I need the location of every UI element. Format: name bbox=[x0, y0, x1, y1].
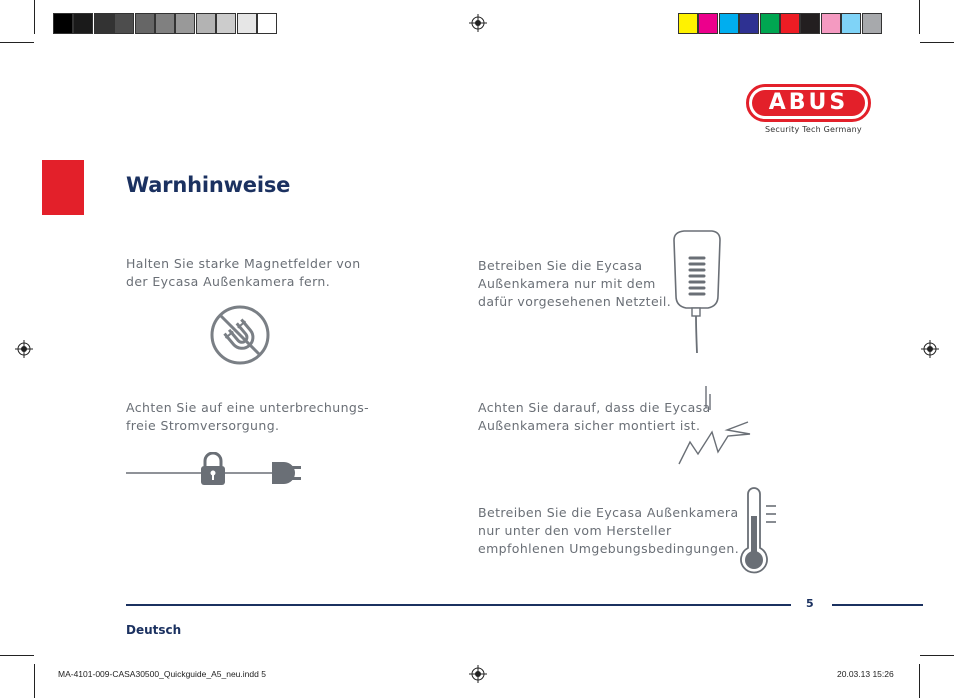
warning-environment-line2: nur unter den vom Hersteller bbox=[478, 523, 672, 538]
page-title: Warnhinweise bbox=[126, 173, 291, 197]
registration-mark-top bbox=[469, 14, 487, 32]
process-swatch bbox=[678, 13, 698, 34]
grayscale-swatch bbox=[114, 13, 134, 34]
process-swatch bbox=[739, 13, 759, 34]
slug-datetime: 20.03.13 15:26 bbox=[837, 669, 894, 679]
warning-ups-line1: Achten Sie auf eine unterbrechungs- bbox=[126, 400, 370, 415]
grayscale-swatch bbox=[216, 13, 236, 34]
grayscale-swatch bbox=[53, 13, 73, 34]
process-swatch bbox=[698, 13, 718, 34]
footer-rule-left bbox=[126, 604, 791, 606]
falling-impact-icon bbox=[672, 382, 754, 468]
warning-ups-line2: freie Stromversorgung. bbox=[126, 418, 280, 433]
warning-environment-line1: Betreiben Sie die Eycasa Außenkamera bbox=[478, 505, 739, 520]
warning-magnet-line1: Halten Sie starke Magnetfelder von bbox=[126, 256, 361, 271]
grayscale-swatch bbox=[94, 13, 114, 34]
process-swatch bbox=[862, 13, 882, 34]
grayscale-swatch bbox=[196, 13, 216, 34]
abus-tagline: Security Tech Germany bbox=[765, 125, 862, 134]
warning-environment-line3: empfohlenen Umgebungsbedingungen. bbox=[478, 541, 740, 556]
grayscale-swatch bbox=[135, 13, 155, 34]
registration-mark-left bbox=[15, 340, 33, 358]
slug-filename: MA-4101-009-CASA30500_Quickguide_A5_neu.indd 5 bbox=[58, 669, 266, 679]
process-swatch bbox=[821, 13, 841, 34]
registration-mark-right bbox=[921, 340, 939, 358]
lock-plug-icon bbox=[124, 452, 304, 492]
grayscale-swatch bbox=[257, 13, 277, 34]
page-number: 5 bbox=[806, 597, 814, 610]
process-swatch bbox=[760, 13, 780, 34]
grayscale-swatch bbox=[175, 13, 195, 34]
warning-power-line3: dafür vorgesehenen Netzteil. bbox=[478, 294, 672, 309]
grayscale-swatch bbox=[73, 13, 93, 34]
abus-wordmark: ABUS bbox=[768, 90, 849, 115]
process-swatch bbox=[780, 13, 800, 34]
footer-rule-right bbox=[832, 604, 923, 606]
warning-power-line1: Betreiben Sie die Eycasa bbox=[478, 258, 643, 273]
power-adapter-icon bbox=[668, 228, 724, 356]
grayscale-swatch bbox=[155, 13, 175, 34]
process-swatch bbox=[800, 13, 820, 34]
process-swatch bbox=[841, 13, 861, 34]
grayscale-swatch bbox=[237, 13, 257, 34]
language-label: Deutsch bbox=[126, 623, 182, 637]
section-red-tab bbox=[42, 160, 84, 215]
warning-mounting-line1: Achten Sie darauf, dass die Eycasa bbox=[478, 400, 711, 415]
thermometer-icon bbox=[734, 486, 780, 578]
warning-mounting-line2: Außenkamera sicher montiert ist. bbox=[478, 418, 701, 433]
process-swatch bbox=[719, 13, 739, 34]
no-magnet-icon bbox=[209, 304, 271, 366]
warning-power-line2: Außenkamera nur mit dem bbox=[478, 276, 656, 291]
registration-mark-bottom bbox=[469, 665, 487, 683]
warning-magnet-line2: der Eycasa Außenkamera fern. bbox=[126, 274, 331, 289]
